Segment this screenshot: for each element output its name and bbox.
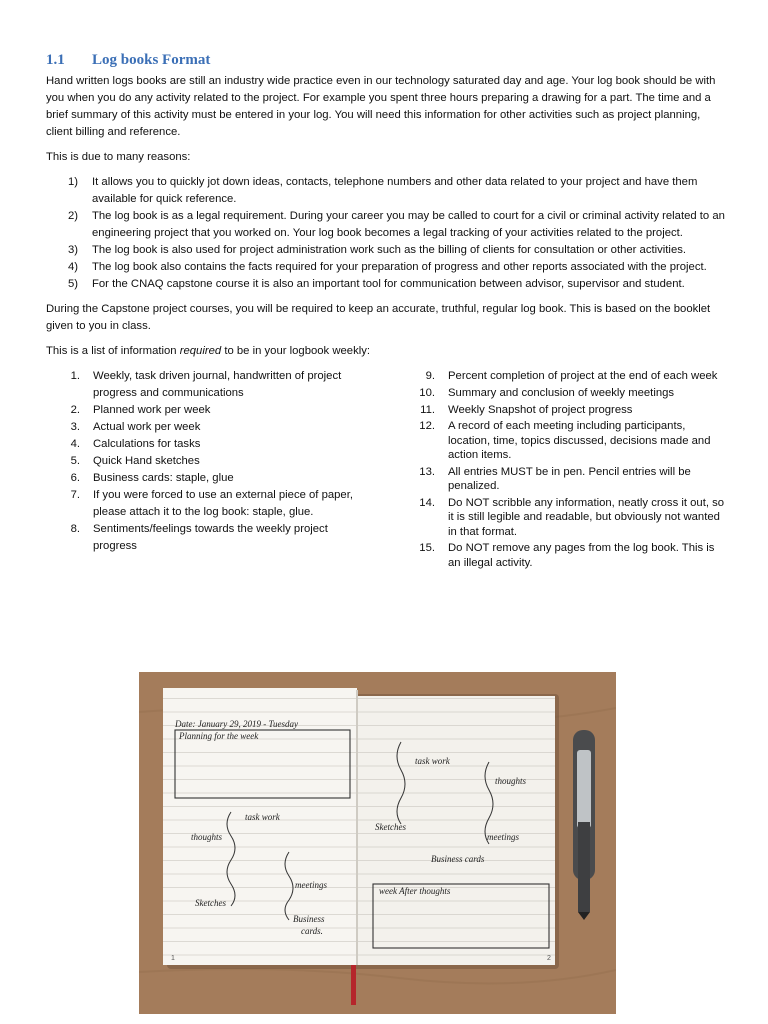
page-number: 2	[547, 955, 551, 962]
meetings-label: meetings	[487, 832, 519, 842]
requirement-item: 1. Weekly, task driven journal, handwritten of project progress and communications	[70, 370, 342, 399]
document-page	[46, 52, 726, 572]
requirement-item: 2. Planned work per week	[70, 404, 211, 416]
requirement-item: 15. Do NOT remove any pages from the log book. This is an illegal activity.	[419, 542, 715, 569]
requirement-item: 3. Actual work per week	[70, 421, 201, 433]
requirements-right-column	[401, 368, 726, 572]
requirement-item: 5. Quick Hand sketches	[70, 455, 200, 467]
reason-item: 1) It allows you to quickly jot down ideas, contacts, telephone numbers and other data related to your project and have them available for quick reference.	[68, 176, 698, 205]
requirement-item: 13. All entries MUST be in pen. Pencil entries will be penalized.	[419, 465, 691, 492]
reasons-intro: This is due to many reasons:	[46, 151, 191, 163]
requirements-left-column	[46, 368, 371, 572]
after-thoughts-label: week After thoughts	[379, 886, 451, 896]
requirement-item: 12. A record of each meeting including participants, location, time, topics discussed, decisions made and action items.	[419, 420, 711, 461]
thoughts-label: thoughts	[495, 776, 527, 786]
reason-item: 4) The log book also contains the facts required for your preparation of progress and other reports associated with the project.	[68, 261, 707, 273]
requirement-item: 9. Percent completion of project at the end of each week	[425, 370, 718, 382]
sketches-label: Sketches	[195, 898, 226, 908]
requirement-item: 10. Summary and conclusion of weekly meetings	[419, 387, 675, 399]
bookmark-ribbon	[351, 965, 356, 1005]
section-number: 1.1	[46, 52, 65, 68]
reason-item: 5) For the CNAQ capstone course it is also an important tool for communication between advisor, supervisor and student.	[68, 278, 685, 290]
sketches-label: Sketches	[375, 822, 406, 832]
reason-item: 3) The log book is also used for project administration work such as the billing of clients for consultation or other activities.	[68, 244, 687, 256]
task-work-label: task work	[415, 756, 450, 766]
logbook-photo	[139, 672, 616, 1014]
meetings-label: meetings	[295, 880, 327, 890]
requirement-item: 11. Weekly Snapshot of project progress	[420, 404, 633, 416]
cards-label: cards.	[301, 926, 323, 936]
planning-label: Planning for the week	[179, 731, 259, 741]
requirements-columns	[46, 368, 726, 572]
requirement-item: 6. Business cards: staple, glue	[70, 472, 234, 484]
requirement-item: 7. If you were forced to use an external piece of paper, please attach it to the log book: staple, glue.	[70, 489, 353, 518]
logbook-photo-drawing	[139, 672, 616, 1014]
section-heading	[46, 52, 726, 69]
business-cards-label: Business cards	[431, 854, 485, 864]
business-label: Business	[293, 914, 325, 924]
reason-item: 2) The log book is as a legal requirement. During your career you may be called to court for a civil or criminal activity related to an engineering project that you worked on. Your log book becomes a legal tracking of your activities related to the project.	[68, 210, 725, 239]
page-number: 1	[171, 955, 175, 962]
intro-paragraph: Hand written logs books are still an industry wide practice even in our technology saturated day and age. Your log book should be with you when you do any activity related to the project. For example you spent three hours preparing a drawing for a part. The time and a brief summary of this activity must be entered in your log. You will need this information for other activities such as project planning, client billing and reference.	[46, 75, 716, 138]
date-label: Date: January 29, 2019 - Tuesday	[175, 719, 298, 729]
requirement-item: 14. Do NOT scribble any information, neatly cross it out, so it is still legible and readable, but obviously not wanted in that format.	[419, 496, 725, 538]
capstone-paragraph: During the Capstone project courses, you will be required to keep an accurate, truthful, regular log book. This is based on the booklet given to you in class.	[46, 303, 711, 332]
reasons-list	[46, 174, 726, 293]
section-title: Log books Format	[92, 52, 211, 68]
thoughts-label: thoughts	[191, 832, 223, 842]
requirement-item: 8. Sentiments/feelings towards the weekly project progress	[70, 523, 328, 552]
requirement-item: 4. Calculations for tasks	[70, 438, 201, 450]
task-work-label: task work	[245, 812, 280, 822]
list-intro: This is a list of information required to be in your logbook weekly:	[46, 345, 371, 357]
